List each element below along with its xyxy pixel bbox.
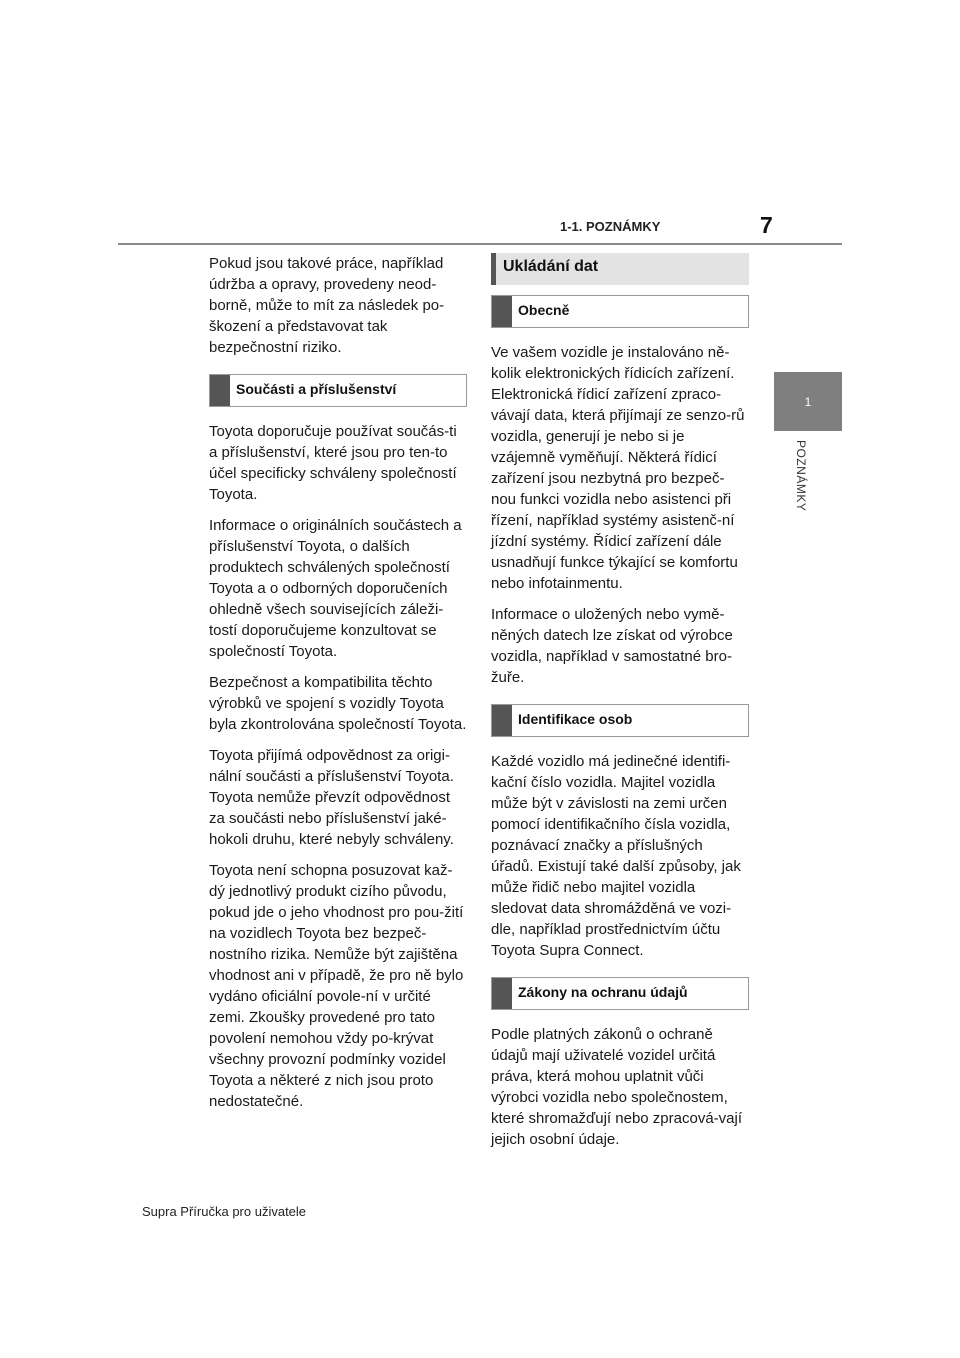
- section-title: Součásti a příslušenství: [236, 381, 397, 397]
- section-marker: [492, 705, 512, 736]
- body-paragraph: Bezpečnost a kompatibilita těchto výrobků ve spojení s vozidly Toyota byla zkontrolována společností Toyota.: [209, 674, 467, 733]
- main-heading-data-storage: [491, 253, 749, 285]
- section-title: Identifikace osob: [518, 711, 633, 727]
- section-heading-identification: [491, 704, 749, 737]
- section-marker: [492, 296, 512, 327]
- header-divider: [118, 243, 842, 245]
- chapter-number: 1: [804, 394, 812, 409]
- section-heading-parts: [209, 374, 467, 407]
- body-paragraph: Podle platných zákonů o ochraně údajů mají uživatelé vozidel určitá práva, která mohou uplatnit vůči výrobci vozidla nebo společnostem, které shromažďují nebo zpracová-vají jejich osobní údaje.: [491, 1026, 743, 1148]
- body-paragraph: Každé vozidlo má jedinečné identifi-kační číslo vozidla. Majitel vozidla může být v závislosti na zemi určen pomocí identifikačního čísla vozidla, poznávací značky a příslušných úřadů. Existují také další způsoby, jak může řidič nebo majitel vozidla sledovat data shromážděná ve vozi-dle, například prostřednictvím účtu Toyota Supra Connect.: [491, 753, 741, 959]
- section-heading-general: [491, 295, 749, 328]
- section-title: Obecně: [518, 302, 570, 318]
- body-paragraph: Informace o uložených nebo vymě-něných datech lze získat od výrobce vozidla, například v samostatné bro-žuře.: [491, 606, 733, 686]
- main-heading-title: Ukládání dat: [503, 258, 599, 275]
- body-paragraph: Informace o originálních součástech a příslušenství Toyota, o dalších produktech schválených společností Toyota a o odborných doporučeních ohledně všech souvisejících záleži-tostí doporučujeme konzultovat se společností Toyota.: [209, 517, 462, 660]
- body-paragraph: Toyota není schopna posuzovat kaž-dý jednotlivý produkt cizího původu, pokud jde o jeho vhodnost pro pou-žití na vozidlech Toyota bez bezpeč-nostního rizika. Nemůže být zajištěna vhodnost ani v případě, že pro ně bylo vydáno oficiální povole-ní v určité zemi. Zkoušky provedené pro tato povolení nemohou vždy po-krývat všechny provozní podmínky vozidel Toyota a některé z nich jsou proto nedostatečné.: [209, 862, 464, 1110]
- body-paragraph: Ve vašem vozidle je instalováno ně-kolik elektronických řídicích zařízení. Elektronická řídicí zařízení zpraco-vávají data, která přijímají ze senzo-rů vozidla, generují je nebo si je vzájemně vyměňují. Některá řídicí zařízení jsou nezbytná pro bezpeč-nou funkci vozidla nebo asistenci při řízení, například systémy asistenč-ní jízdní systémy. Řídicí zařízení dále usnadňují funkce týkající se komfortu nebo infotainmentu.: [491, 344, 745, 592]
- section-marker: [210, 375, 230, 406]
- footer-manual-title: Supra Příručka pro uživatele: [142, 1204, 307, 1219]
- intro-paragraph: Pokud jsou takové práce, například údržba a opravy, provedeny neod-borně, může to mít za následek po-škození a představovat tak bezpečnostní riziko.: [209, 255, 445, 356]
- chapter-tab: [774, 372, 842, 431]
- page-number: 7: [760, 212, 773, 238]
- chapter-label-vertical: POZNÁMKY: [794, 440, 808, 512]
- body-paragraph: Toyota doporučuje používat součás-ti a příslušenství, které jsou pro ten-to účel specificky schváleny společností Toyota.: [209, 423, 457, 503]
- right-column: [491, 253, 749, 1160]
- section-title: Zákony na ochranu údajů: [518, 984, 688, 1000]
- body-paragraph: Toyota přijímá odpovědnost za origi-nální součásti a příslušenství Toyota. Toyota nemůže převzít odpovědnost za součásti nebo příslušenství jaké-hokoli druhu, které nebyly schváleny.: [209, 747, 454, 848]
- left-column: [209, 253, 467, 1122]
- section-marker: [492, 978, 512, 1009]
- running-header-section: 1-1. POZNÁMKY: [560, 219, 661, 234]
- section-heading-data-protection: [491, 977, 749, 1010]
- heading-marker: [491, 253, 496, 285]
